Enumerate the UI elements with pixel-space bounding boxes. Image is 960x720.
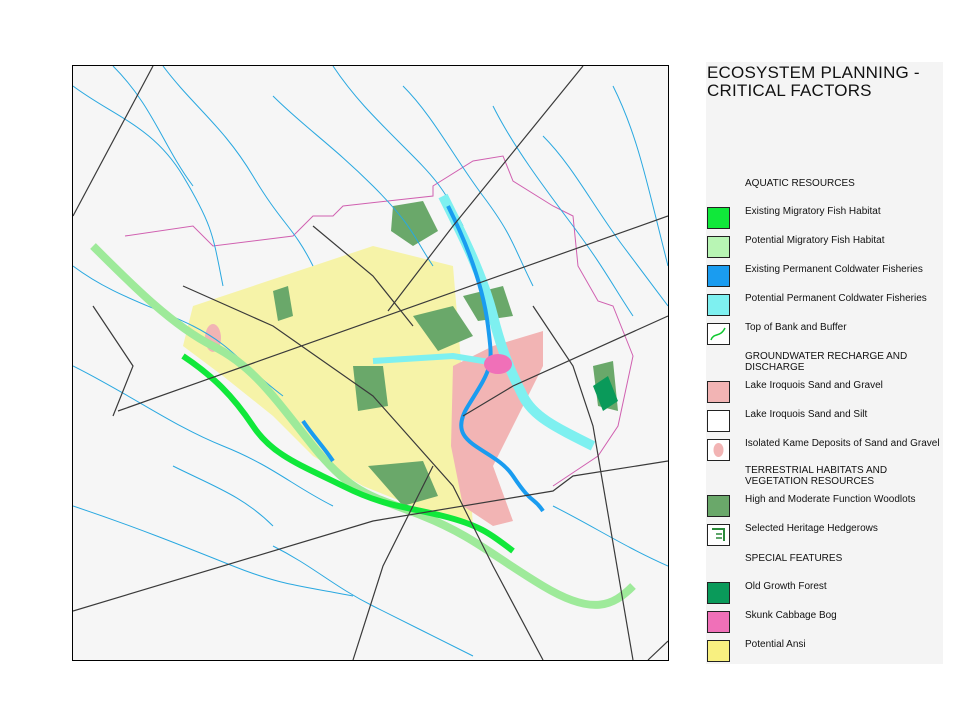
legend-title-line2: CRITICAL FACTORS: [707, 81, 872, 100]
legend-item-woodlots: [707, 494, 943, 520]
legend-title: [707, 64, 943, 100]
legend-swatch: [707, 582, 730, 604]
legend-label: Lake Iroquois Sand and Silt: [745, 409, 868, 420]
legend-item-potential-ansi: [707, 639, 943, 665]
map-panel[interactable]: [72, 65, 669, 661]
legend-item-lake-iroquois-sand-and-gravel: [707, 380, 943, 406]
legend-swatch: [707, 323, 730, 345]
legend-label: Existing Permanent Coldwater Fisheries: [745, 264, 923, 275]
legend-swatch: [707, 410, 730, 432]
legend-label: Skunk Cabbage Bog: [745, 610, 837, 621]
kame-oval-icon: [708, 440, 729, 460]
legend-label: Potential Ansi: [745, 639, 806, 650]
hedgerow-icon: [708, 525, 729, 545]
legend-swatch: [707, 294, 730, 316]
legend-item-old-growth-forest: [707, 581, 943, 607]
section-special-features: SPECIAL FEATURES: [745, 553, 843, 564]
map-legend: [706, 62, 943, 664]
section-aquatic-resources: AQUATIC RESOURCES: [745, 178, 855, 189]
legend-item-skunk-cabbage-bog: [707, 610, 943, 636]
legend-swatch: [707, 495, 730, 517]
legend-label: Potential Permanent Coldwater Fisheries: [745, 293, 927, 304]
legend-item-lake-iroquois-sand-and-silt: [707, 409, 943, 435]
section-terrestrial: TERRESTRIAL HABITATS AND VEGETATION RESOURCES: [745, 465, 888, 487]
legend-swatch: [707, 207, 730, 229]
legend-label: Existing Migratory Fish Habitat: [745, 206, 881, 217]
legend-label: Potential Migratory Fish Habitat: [745, 235, 885, 246]
section-groundwater: GROUNDWATER RECHARGE AND DISCHARGE: [745, 351, 908, 373]
legend-swatch: [707, 524, 730, 546]
legend-swatch: [707, 439, 730, 461]
legend-item-existing-coldwater-fisheries: [707, 264, 943, 290]
legend-label: Isolated Kame Deposits of Sand and Gravel: [745, 438, 940, 449]
legend-item-heritage-hedgerows: [707, 523, 943, 549]
legend-item-top-of-bank-and-buffer: [707, 322, 943, 348]
legend-swatch: [707, 381, 730, 403]
legend-label: High and Moderate Function Woodlots: [745, 494, 916, 505]
bank-line-icon: [708, 324, 729, 344]
legend-item-existing-migratory-fish-habitat: [707, 206, 943, 232]
legend-swatch: [707, 640, 730, 662]
legend-item-potential-migratory-fish-habitat: [707, 235, 943, 261]
legend-label: Selected Heritage Hedgerows: [745, 523, 878, 534]
legend-swatch: [707, 265, 730, 287]
skunk-cabbage-bog: [484, 354, 512, 374]
legend-item-potential-coldwater-fisheries: [707, 293, 943, 319]
ecosystem-map[interactable]: [73, 66, 668, 660]
legend-swatch: [707, 611, 730, 633]
legend-title-line1: ECOSYSTEM PLANNING -: [707, 63, 920, 82]
legend-label: Top of Bank and Buffer: [745, 322, 847, 333]
legend-swatch: [707, 236, 730, 258]
legend-item-isolated-kame-deposits: [707, 438, 943, 464]
legend-label: Lake Iroquois Sand and Gravel: [745, 380, 883, 391]
legend-label: Old Growth Forest: [745, 581, 827, 592]
